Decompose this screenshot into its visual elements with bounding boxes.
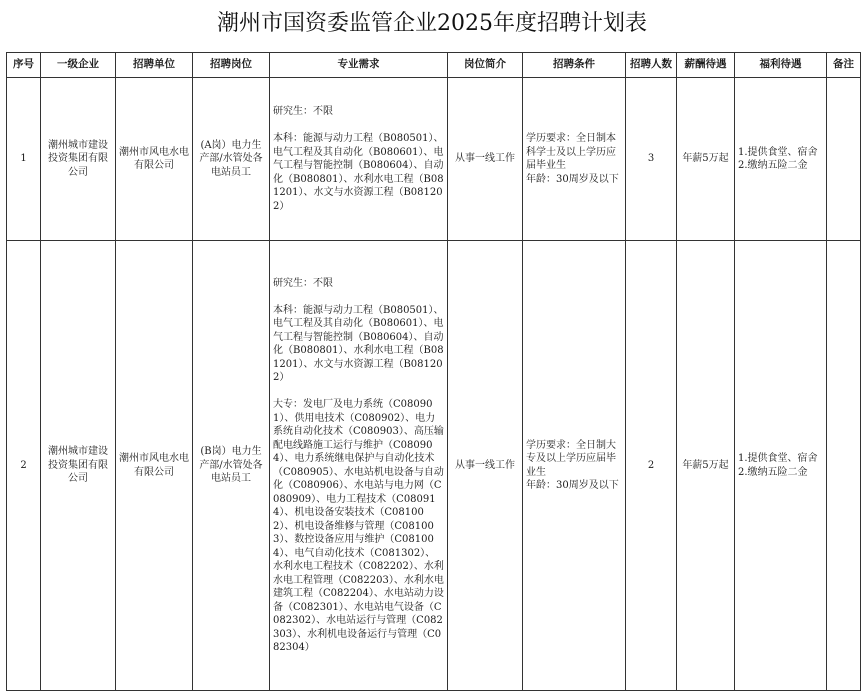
recruitment-table bbox=[6, 52, 861, 691]
cell-conditions bbox=[523, 78, 626, 241]
cell-salary: 年薪5万起 bbox=[677, 78, 735, 241]
req-postgrad: 研究生：不限 bbox=[273, 106, 333, 117]
header-count: 招聘人数 bbox=[626, 53, 677, 78]
header-intro: 岗位简介 bbox=[448, 53, 523, 78]
cell-count: 2 bbox=[626, 241, 677, 691]
req-college: 大专：发电厂及电力系统（C080901）、供用电技术（C080902）、电力系统自动化技术（C080903）、高压输配电线路施工运行与维护（C080904）、电力系统继电保护与自动化技术（C080905）、水电站机电设备与自动化（C080906）、水电站与电力网（C080909）、电力工程技术（C080914）、机电设备安装技术（C081002）、机电设备维修与管理（C081003）、数控设备应用与维护（C081004）、电气自动化技术（C081302）、水利水电工程技术（C082202）、水利水电工程管理（C082203）、水利水电建筑工程（C082204）、水电站动力设备（C082301）、水电站电气设备（C082302）、水电站运行与管理（C082303）、水利机电设备运行与管理（C082304） bbox=[273, 399, 444, 653]
header-requirements: 专业需求 bbox=[270, 53, 448, 78]
header-conditions: 招聘条件 bbox=[523, 53, 626, 78]
cell-note bbox=[827, 78, 861, 241]
cell-no: 2 bbox=[7, 241, 41, 691]
cell-position: (A岗）电力生产部/水管处各电站员工 bbox=[193, 78, 270, 241]
cell-requirements bbox=[270, 78, 448, 241]
cell-conditions bbox=[523, 241, 626, 691]
welfare-item: 2.缴纳五险二金 bbox=[738, 466, 808, 478]
header-parent: 一级企业 bbox=[41, 53, 116, 78]
cell-no: 1 bbox=[7, 78, 41, 241]
cell-position: (B岗）电力生产部/水管处各电站员工 bbox=[193, 241, 270, 691]
header-note: 备注 bbox=[827, 53, 861, 78]
header-position: 招聘岗位 bbox=[193, 53, 270, 78]
header-unit: 招聘单位 bbox=[116, 53, 193, 78]
req-postgrad: 研究生：不限 bbox=[273, 277, 333, 289]
cell-count: 3 bbox=[626, 78, 677, 241]
header-row bbox=[7, 53, 861, 78]
cell-requirements bbox=[270, 241, 448, 691]
cell-intro: 从事一线工作 bbox=[448, 78, 523, 241]
cond-age: 年龄：30周岁及以下 bbox=[526, 480, 619, 491]
cell-note bbox=[827, 241, 861, 691]
welfare-item: 1.提供食堂、宿舍 bbox=[738, 453, 818, 464]
req-bachelor: 本科：能源与动力工程（B080501）、电气工程及其自动化（B080601）、电气工程与智能控制（B080604）、自动化（B080801）、水利水电工程（B081201）、水文与水资源工程（B081202） bbox=[273, 133, 444, 212]
cond-education: 学历要求：全日制本科学士及以上学历应届毕业生 bbox=[526, 133, 616, 171]
header-salary: 薪酬待遇 bbox=[677, 53, 735, 78]
welfare-item: 1.提供食堂、宿舍 bbox=[738, 146, 818, 158]
table-row bbox=[7, 78, 861, 241]
cell-unit: 潮州市风电水电有限公司 bbox=[116, 78, 193, 241]
cell-welfare bbox=[735, 78, 827, 241]
cond-education: 学历要求：全日制大专及以上学历应届毕业生 bbox=[526, 439, 616, 478]
req-bachelor: 本科：能源与动力工程（B080501）、电气工程及其自动化（B080601）、电气工程与智能控制（B080604）、自动化（B080801）、水利水电工程（B081201）、水文与水资源工程（B081202） bbox=[273, 304, 444, 383]
cell-salary: 年薪5万起 bbox=[677, 241, 735, 691]
page-title: 潮州市国资委监管企业2025年度招聘计划表 bbox=[217, 11, 647, 36]
cell-parent: 潮州城市建设投资集团有限公司 bbox=[41, 241, 116, 691]
header-welfare: 福利待遇 bbox=[735, 53, 827, 78]
cond-age: 年龄：30周岁及以下 bbox=[526, 173, 619, 185]
welfare-item: 2.缴纳五险二金 bbox=[738, 160, 808, 171]
cell-parent: 潮州城市建设投资集团有限公司 bbox=[41, 78, 116, 241]
cell-intro: 从事一线工作 bbox=[448, 241, 523, 691]
table-row bbox=[7, 241, 861, 691]
header-no: 序号 bbox=[7, 53, 41, 78]
cell-welfare bbox=[735, 241, 827, 691]
cell-unit: 潮州市风电水电有限公司 bbox=[116, 241, 193, 691]
